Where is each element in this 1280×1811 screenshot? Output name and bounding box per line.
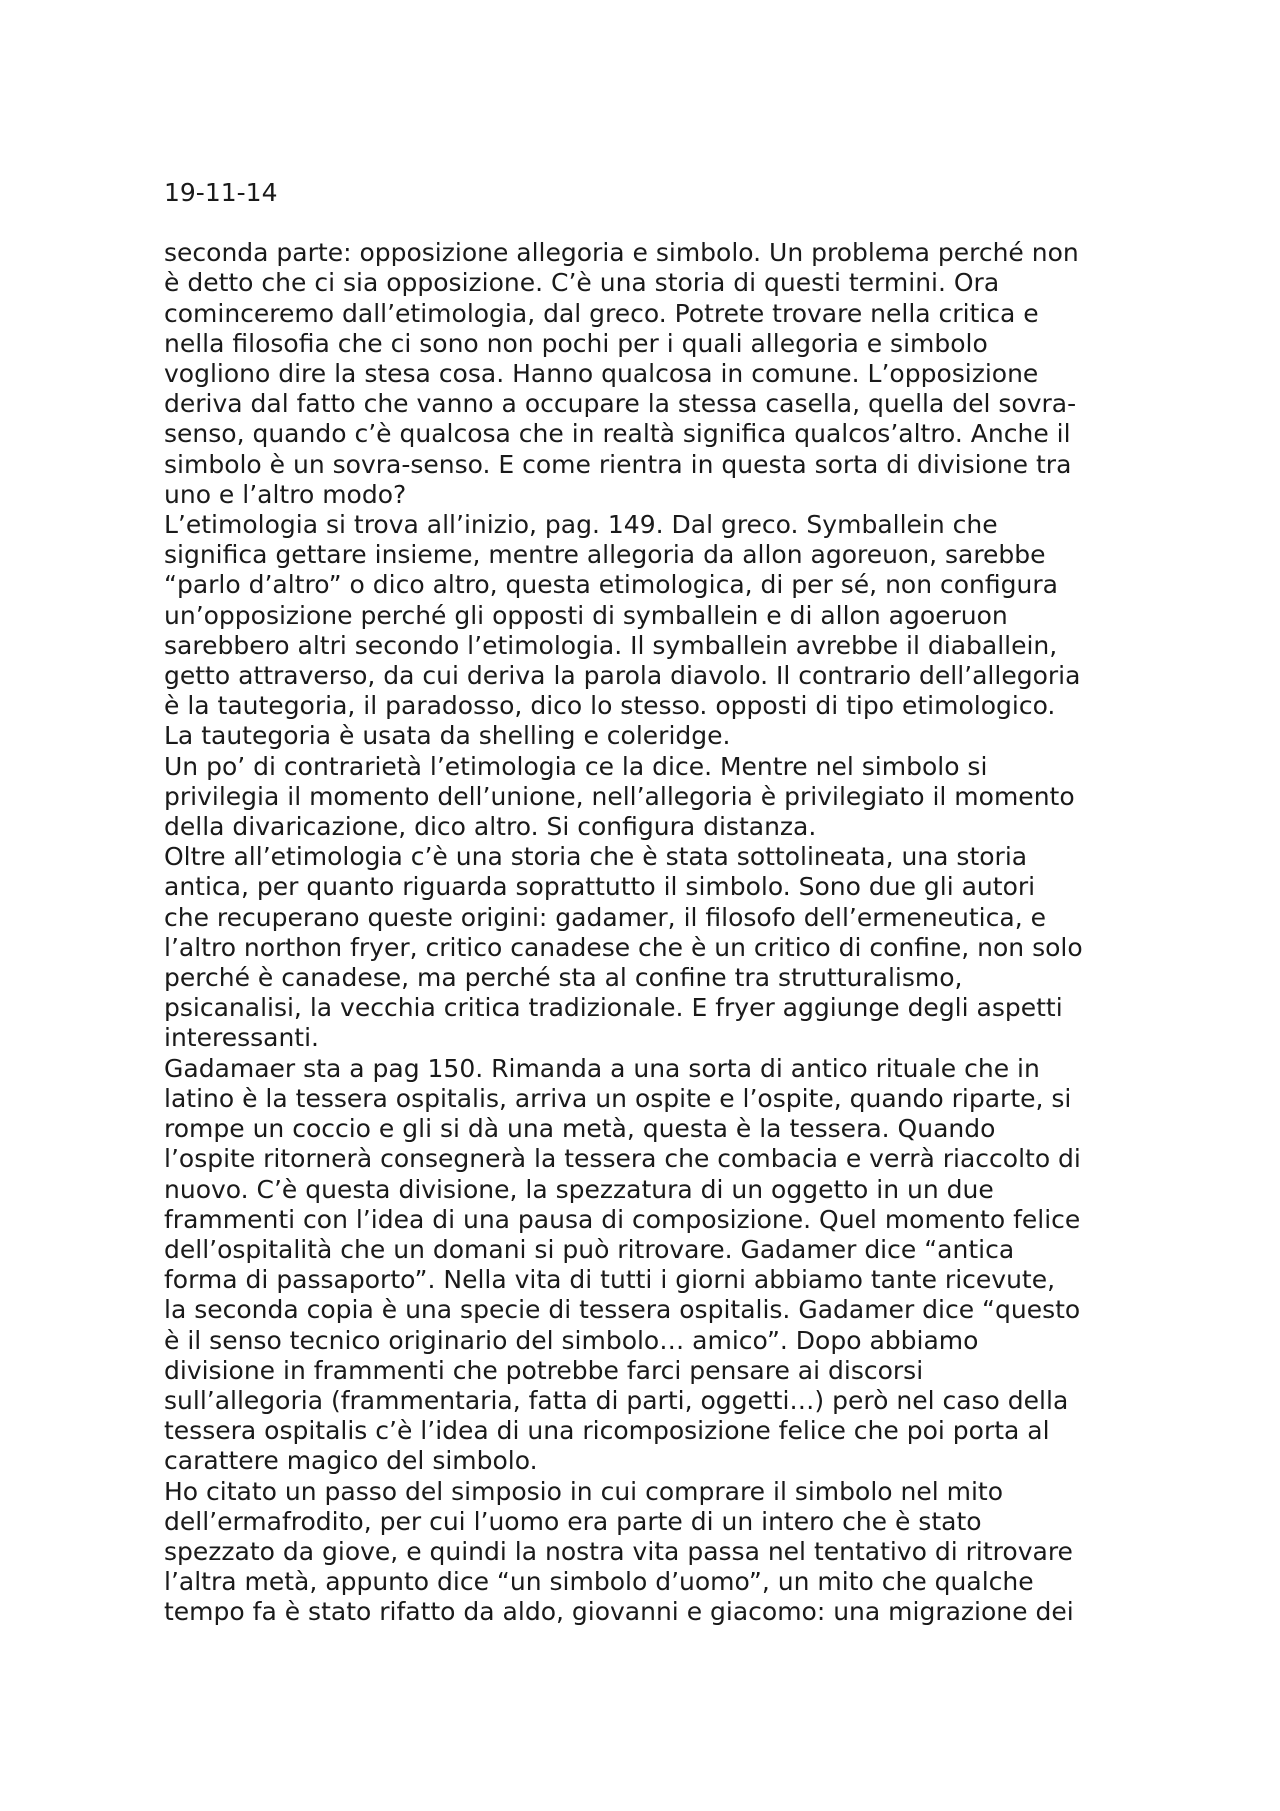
document-date: 19-11-14 — [164, 178, 278, 207]
paragraph-1: seconda parte: opposizione allegoria e simbolo. Un problema perché non è detto che ci sia opposizione. C’è una storia di questi termini. Ora cominceremo dall’etimologia, dal greco. Potrete trovare nella critica e nella filosofia che ci sono non pochi per i quali allegoria e simbolo vogliono dire la stesa cosa. Hanno qualcosa in comune. L’opposizione deriva dal fatto che vanno a occupare la stessa casella, quella del sovra- senso, quando c’è qualcosa che in realtà significa qualcos’altro. Anche il simbolo è un sovra-senso. E come rientra in questa sorta di divisione tra uno e l’altro modo? — [164, 238, 1079, 509]
paragraph-6: Ho citato un passo del simposio in cui comprare il simbolo nel mito dell’ermafrodito, per cui l’uomo era parte di un intero che è stato spezzato da giove, e quindi la nostra vita passa nel tentativo di ritrovare l’altra metà, appunto dice “un simbolo d’uomo”, un mito che qualche tempo fa è stato rifatto da aldo, giovanni e giacomo: una migrazione dei — [164, 1476, 1074, 1627]
paragraph-4: Oltre all’etimologia c’è una storia che è stata sottolineata, una storia antica, per quanto riguarda soprattutto il simbolo. Sono due gli autori che recuperano queste origini: gadamer, il filosofo dell’ermeneutica, e l’altro northon fryer, critico canadese che è un critico di confine, non solo perché è canadese, ma perché sta al confine tra strutturalismo, psicanalisi, la vecchia critica tradizionale. E fryer aggiunge degli aspetti interessanti. — [164, 842, 1083, 1053]
paragraph-5: Gadamaer sta a pag 150. Rimanda a una sorta di antico rituale che in latino è la tessera ospitalis, arriva un ospite e l’ospite, quando riparte, si rompe un coccio e gli si dà una metà, questa è la tessera. Quando l’ospite ritornerà consegnerà la tessera che combacia e verrà riaccolto di nuovo. C’è questa divisione, la spezzatura di un oggetto in un due frammenti con l’idea di una pausa di composizione. Quel momento felice dell’ospitalità che un domani si può ritrovare. Gadamer dice “antica forma di passaporto”. Nella vita di tutti i giorni abbiamo tante ricevute, la seconda copia è una specie di tessera ospitalis. Gadamer dice “questo è il senso tecnico originario del simbolo… amico”. Dopo abbiamo divisione in frammenti che potrebbe farci pensare ai discorsi sull’allegoria (frammentaria, fatta di parti, oggetti…) però nel caso della tessera ospitalis c’è l’idea di una ricomposizione felice che poi porta al carattere magico del simbolo. — [164, 1053, 1081, 1476]
paragraph-2: L’etimologia si trova all’inizio, pag. 149. Dal greco. Symballein che significa gettare insieme, mentre allegoria da allon agoreuon, sarebbe “parlo d’altro” o dico altro, questa etimologica, di per sé, non configura un’opposizione perché gli opposti di symballein e di allon agoeruon sarebbero altri secondo l’etimologia. Il symballein avrebbe il diaballein, getto attraverso, da cui deriva la parola diavolo. Il contrario dell’allegoria è la tautegoria, il paradosso, dico lo stesso. opposti di tipo etimologico. La tautegoria è usata da shelling e coleridge. — [164, 510, 1081, 751]
paragraph-3: Un po’ di contrarietà l’etimologia ce la dice. Mentre nel simbolo si privilegia il momento dell’unione, nell’allegoria è privilegiato il momento della divaricazione, dico altro. Si configura distanza. — [164, 751, 1075, 842]
